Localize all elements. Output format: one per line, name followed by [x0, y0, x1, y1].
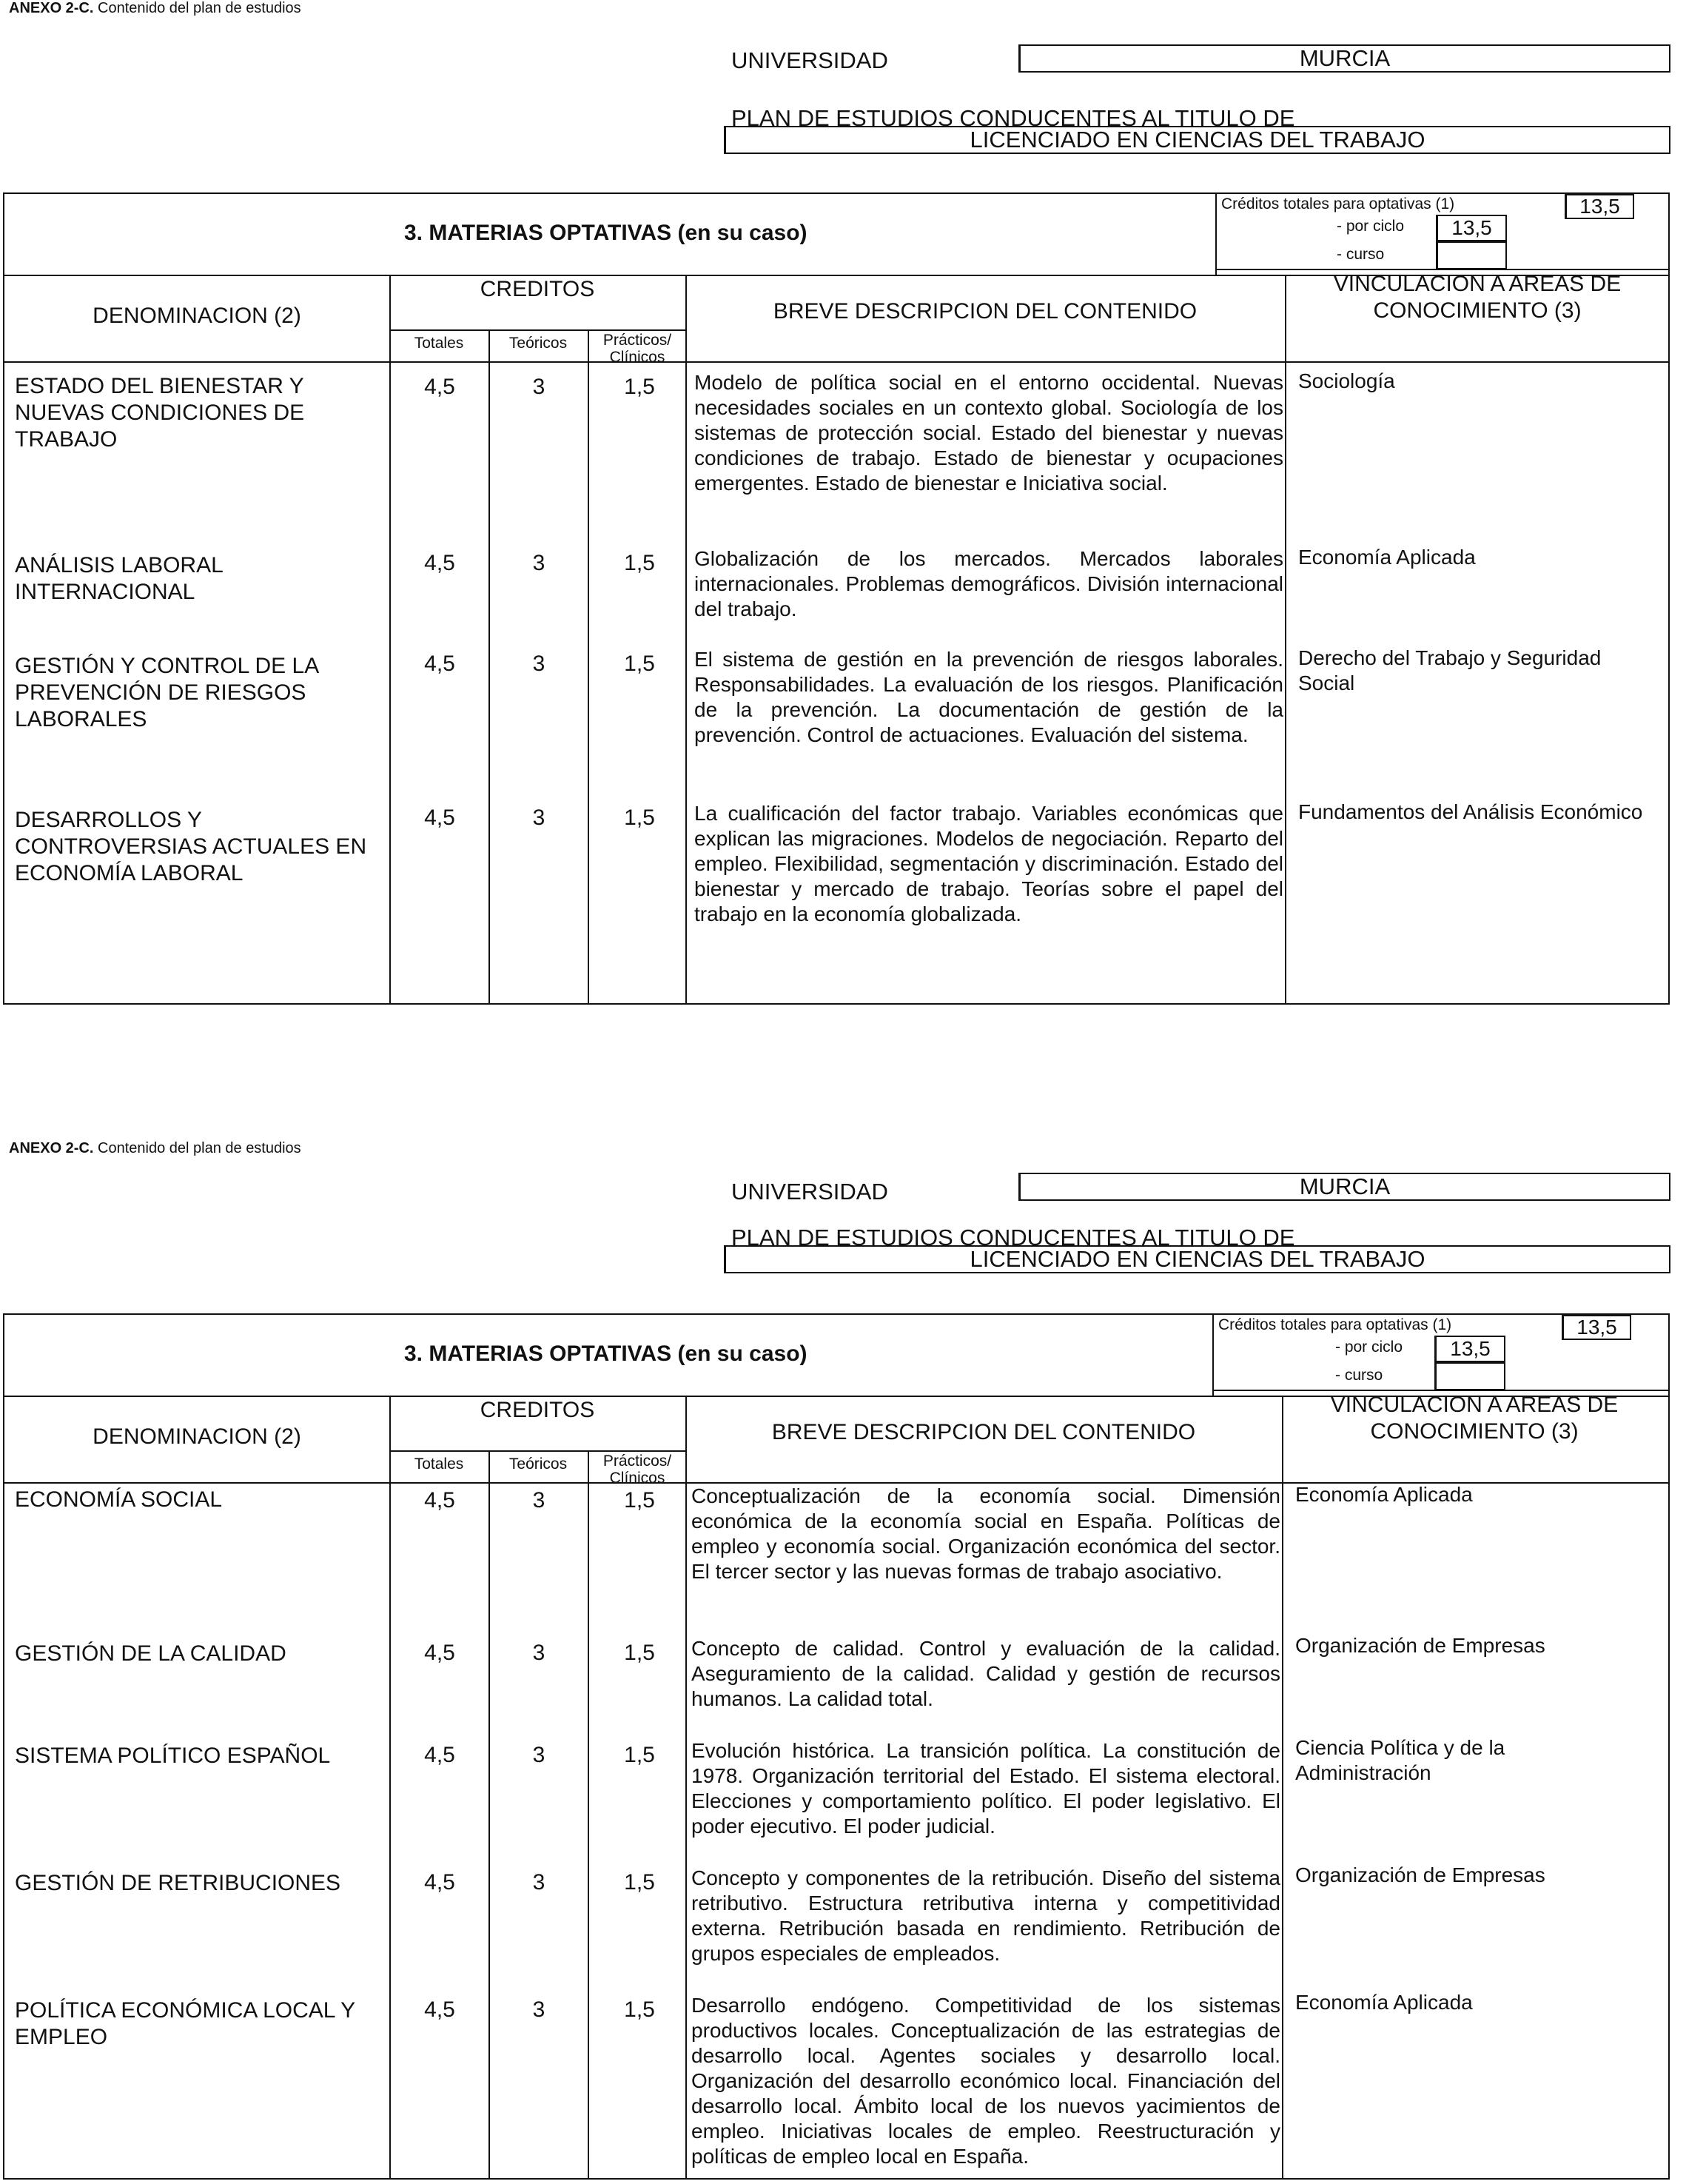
row-2-denominacion: ANÁLISIS LABORAL INTERNACIONAL [15, 553, 223, 604]
row-2-practicos: 1,5 [624, 551, 655, 575]
row-1-denominacion: ESTADO DEL BIENESTAR Y NUEVAS CONDICIONES DE TRABAJO [15, 374, 305, 452]
row-3-descripcion: Evolución histórica. La transición política. La constitución de 1978. Organización territorial del Estado. El sistema electoral. Elecciones y comportamiento político. El poder legislativo. El poder ejecutivo. El poder judicial. [691, 1739, 1280, 1838]
row-2-area: Organización de Empresas [1295, 1634, 1545, 1657]
creditos-totales-value: 13,5 [1562, 1315, 1631, 1340]
por-ciclo-value: 13,5 [1436, 215, 1507, 241]
row-4-denominacion: GESTIÓN DE RETRIBUCIONES [15, 1871, 341, 1895]
row-1-teoricos: 3 [532, 375, 545, 399]
row-1-descripcion: Modelo de política social en el entorno occidental. Nuevas necesidades sociales en un contexto global. Sociología de los sistemas de protección social. Estado del bienestar y nuevas condiciones de trabajo. Estado de bienestar y ocupaciones emergentes. Estado de bienestar e Iniciativa social. [694, 371, 1283, 495]
rule [1285, 275, 1286, 1003]
optativas-table [3, 192, 1670, 1005]
rule [685, 1396, 687, 2178]
rule [4, 361, 1668, 363]
rule [389, 1450, 685, 1452]
row-1-practicos: 1,5 [624, 375, 655, 399]
row-1-practicos: 1,5 [624, 1488, 655, 1513]
rule [488, 329, 490, 1003]
rule [1212, 1315, 1214, 1396]
rule [685, 275, 687, 1003]
row-1-denominacion: ECONOMÍA SOCIAL [15, 1487, 223, 1512]
row-3-area: Ciencia Política y de la Administración [1295, 1736, 1505, 1784]
header-descripcion: BREVE DESCRIPCION DEL CONTENIDO [771, 1420, 1196, 1444]
row-2-denominacion: GESTIÓN DE LA CALIDAD [15, 1641, 286, 1666]
rule [389, 1396, 391, 2178]
header-denominacion: DENOMINACION (2) [93, 1424, 301, 1449]
row-5-practicos: 1,5 [624, 1997, 655, 2022]
titulo-value: LICENCIADO EN CIENCIAS DEL TRABAJO [724, 126, 1670, 154]
universidad-value: MURCIA [1018, 44, 1670, 73]
header-practicos: Prácticos/ Clínicos [602, 1453, 672, 1487]
curso-label: - curso [1337, 246, 1385, 263]
plan-label: PLAN DE ESTUDIOS CONDUCENTES AL TITULO DE [731, 1225, 1295, 1250]
creditos-totales-label: Créditos totales para optativas (1) [1218, 1316, 1452, 1333]
rule [1215, 194, 1217, 275]
curso-value [1434, 1362, 1505, 1390]
header-creditos: CREDITOS [480, 277, 595, 301]
header-teoricos: Teóricos [508, 335, 568, 352]
row-4-area: Organización de Empresas [1295, 1863, 1545, 1886]
row-3-area: Derecho del Trabajo y Seguridad Social [1298, 646, 1602, 694]
row-3-teoricos: 3 [532, 651, 545, 676]
titulo-value: LICENCIADO EN CIENCIAS DEL TRABAJO [724, 1245, 1670, 1273]
row-2-totales: 4,5 [424, 1641, 455, 1665]
row-2-area: Economía Aplicada [1298, 546, 1476, 569]
document-page-2 [0, 1119, 1706, 2184]
row-5-totales: 4,5 [424, 1997, 455, 2022]
header-practicos: Prácticos/ Clínicos [602, 332, 672, 366]
row-3-totales: 4,5 [424, 1743, 455, 1767]
row-4-descripcion: Concepto y componentes de la retribución. Diseño del sistema retributivo. Estructura retributiva interna y competitividad externa. Retribución basada en rendimiento. Retribución de grupos especiales de empleados. [691, 1866, 1280, 1965]
row-3-totales: 4,5 [424, 651, 455, 676]
header-totales: Totales [414, 335, 464, 352]
por-ciclo-label: - por ciclo [1337, 218, 1405, 235]
header-vinculacion: VINCULACION A AREAS DE CONOCIMIENTO (3) [1330, 1393, 1619, 1444]
plan-label: PLAN DE ESTUDIOS CONDUCENTES AL TITULO DE [731, 105, 1295, 131]
row-5-denominacion: POLÍTICA ECONÓMICA LOCAL Y EMPLEO [15, 1998, 355, 2049]
rule [389, 275, 391, 1003]
row-1-totales: 4,5 [424, 1488, 455, 1513]
universidad-value: MURCIA [1018, 1173, 1670, 1201]
rule [588, 329, 589, 1003]
por-ciclo-label: - por ciclo [1335, 1339, 1403, 1356]
row-4-teoricos: 3 [532, 1870, 545, 1895]
section-title: 3. MATERIAS OPTATIVAS (en su caso) [404, 221, 807, 245]
row-4-practicos: 1,5 [624, 805, 655, 830]
row-4-totales: 4,5 [424, 805, 455, 830]
header-totales: Totales [414, 1456, 464, 1473]
anexo-label: ANEXO 2-C. [9, 0, 94, 16]
row-2-practicos: 1,5 [624, 1641, 655, 1665]
document-page-1 [0, 0, 1706, 1036]
row-3-practicos: 1,5 [624, 651, 655, 676]
header-creditos: CREDITOS [480, 1398, 595, 1422]
row-2-totales: 4,5 [424, 551, 455, 575]
row-5-descripcion: Desarrollo endógeno. Competitividad de los sistemas productivos locales. Conceptualización de las estrategias de desarrollo local. Agentes sociales y desarrollo local. Organización del desarrollo económico local. Financiación del desarrollo local. Ámbito local de los nuevos yacimientos de empleo. Iniciativas locales de empleo. Reestructuración y políticas de empleo local en España. [691, 1994, 1280, 2168]
curso-value [1436, 241, 1507, 269]
anexo-text: Contenido del plan de estudios [98, 1140, 301, 1156]
anexo-heading [9, 1140, 301, 1157]
header-teoricos: Teóricos [508, 1456, 568, 1473]
row-4-descripcion: La cualificación del factor trabajo. Variables económicas que explican las migraciones. Modelos de negociación. Reparto del empleo. Flexibilidad, segmentación y discriminación. Estado del bienestar y mercado de trabajo. Teorías sobre el papel del trabajo en la economía globalizada. [694, 802, 1283, 925]
row-1-area: Economía Aplicada [1295, 1483, 1473, 1506]
row-3-teoricos: 3 [532, 1743, 545, 1767]
row-4-area: Fundamentos del Análisis Económico [1298, 800, 1643, 823]
creditos-totales-value: 13,5 [1565, 194, 1634, 219]
row-3-practicos: 1,5 [624, 1743, 655, 1767]
rule [1282, 1396, 1283, 2178]
row-3-denominacion: SISTEMA POLÍTICO ESPAÑOL [15, 1743, 331, 1768]
row-4-denominacion: DESARROLLOS Y CONTROVERSIAS ACTUALES EN ECONOMÍA LABORAL [15, 808, 367, 885]
header-denominacion: DENOMINACION (2) [93, 304, 301, 328]
anexo-heading [9, 0, 301, 17]
row-3-denominacion: GESTIÓN Y CONTROL DE LA PREVENCIÓN DE RIESGOS LABORALES [15, 654, 318, 731]
row-1-descripcion: Conceptualización de la economía social. Dimensión económica de la economía social en España. Políticas de empleo y economía social. Organización económica del sector. El tercer sector y las nuevas formas de trabajo asociativo. [691, 1484, 1280, 1583]
row-3-descripcion: El sistema de gestión en la prevención de riesgos laborales. Responsabilidades. La evaluación de los riesgos. Planificación de la prevención. La documentación de gestión de la prevención. Control de actuaciones. Evaluación del sistema. [694, 648, 1283, 746]
rule [488, 1450, 490, 2178]
row-5-area: Economía Aplicada [1295, 1991, 1473, 2014]
row-4-practicos: 1,5 [624, 1870, 655, 1895]
rule [588, 1450, 589, 2178]
row-4-teoricos: 3 [532, 805, 545, 830]
row-4-totales: 4,5 [424, 1870, 455, 1895]
row-1-totales: 4,5 [424, 375, 455, 399]
row-1-teoricos: 3 [532, 1488, 545, 1513]
optativas-table [3, 1313, 1670, 2180]
anexo-text: Contenido del plan de estudios [98, 0, 301, 16]
header-descripcion: BREVE DESCRIPCION DEL CONTENIDO [773, 299, 1198, 324]
universidad-label: UNIVERSIDAD [731, 1179, 888, 1205]
curso-label: - curso [1335, 1367, 1383, 1384]
row-2-teoricos: 3 [532, 1641, 545, 1665]
header-vinculacion: VINCULACION A AREAS DE CONOCIMIENTO (3) [1333, 272, 1622, 323]
row-2-descripcion: Globalización de los mercados. Mercados laborales internacionales. Problemas demográficos. División internacional del trabajo. [694, 547, 1283, 620]
creditos-totales-label: Créditos totales para optativas (1) [1221, 195, 1455, 212]
row-5-teoricos: 3 [532, 1997, 545, 2022]
row-2-teoricos: 3 [532, 551, 545, 575]
anexo-label: ANEXO 2-C. [9, 1140, 94, 1156]
rule [389, 329, 685, 331]
row-2-descripcion: Concepto de calidad. Control y evaluación de la calidad. Aseguramiento de la calidad. Calidad y gestión de recursos humanos. La calidad total. [691, 1637, 1280, 1710]
por-ciclo-value: 13,5 [1434, 1336, 1505, 1362]
universidad-label: UNIVERSIDAD [731, 47, 888, 73]
section-title: 3. MATERIAS OPTATIVAS (en su caso) [404, 1341, 807, 1366]
row-1-area: Sociología [1298, 369, 1395, 392]
